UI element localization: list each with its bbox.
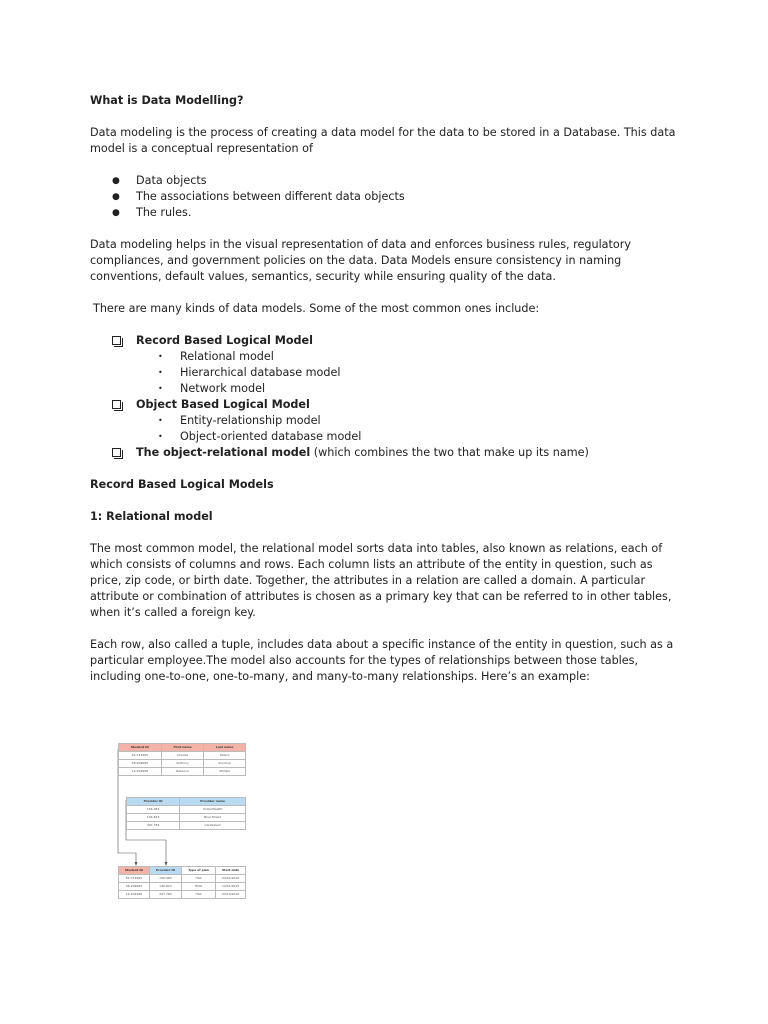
table-cell: Phillips — [204, 768, 246, 776]
table-cell: 156-983 — [149, 875, 181, 883]
kind-note: (which combines the two that make up its name) — [310, 446, 589, 459]
kind-object-relational — [112, 445, 680, 461]
document-body — [90, 93, 680, 685]
checkbox-bullet-icon — [112, 448, 121, 457]
checkbox-bullet-icon — [112, 400, 121, 409]
table-cell: 04/01/2016 — [216, 875, 246, 883]
column-header: Last name — [204, 744, 246, 752]
plans-table — [118, 866, 246, 899]
column-header: Type of plan — [182, 867, 216, 875]
table-cell: 146-823 — [149, 883, 181, 891]
table-row — [119, 768, 246, 776]
column-header: Student ID — [119, 867, 150, 875]
list-item: • Object-oriented database model — [112, 429, 680, 445]
table-cell: 48-209689 — [119, 760, 162, 768]
table-cell: HSA — [182, 875, 216, 883]
table-cell: 447-784 — [127, 822, 180, 830]
kind-record-based — [112, 333, 680, 349]
table-cell: HMO — [182, 883, 216, 891]
table-cell: 447-784 — [149, 891, 181, 899]
table-cell: 14-204968 — [119, 768, 162, 776]
list-item: • Relational model — [112, 349, 680, 365]
table-cell: Blue Shield — [180, 814, 246, 822]
table-cell: 146-823 — [127, 814, 180, 822]
model-kinds-list — [112, 333, 680, 461]
table-cell: 14-204968 — [119, 891, 150, 899]
table-cell: Anthony — [161, 760, 204, 768]
intro-bullet-list — [90, 173, 680, 221]
table-header-row — [119, 867, 246, 875]
kind-object-based — [112, 397, 680, 413]
table-row — [127, 806, 246, 814]
providers-table — [126, 797, 246, 830]
table-cell: CareSelect — [180, 822, 246, 830]
sub-list — [112, 349, 680, 397]
section-heading: Record Based Logical Models — [90, 478, 274, 491]
list-item: ● Data objects — [90, 173, 680, 189]
tuple-paragraph: Each row, also called a tuple, includes data about a specific instance of the entity in question, such as a particular employee.The model also accounts for the types of relationships between those tables, including one-to-one, one-to-many, and many-to-many relationships. Here’s an example: — [90, 638, 674, 683]
table-row — [127, 822, 246, 830]
table-row — [127, 814, 246, 822]
list-item: • Network model — [112, 381, 680, 397]
table-cell: 52-743965 — [119, 752, 162, 760]
kinds-intro-paragraph: There are many kinds of data models. Some of the most common ones include: — [93, 302, 540, 315]
column-header: Provider ID — [149, 867, 181, 875]
column-header: Student ID — [119, 744, 162, 752]
list-item: • Hierarchical database model — [112, 365, 680, 381]
kind-label: Record Based Logical Model — [136, 334, 313, 347]
column-header: Start date — [216, 867, 246, 875]
table-row — [119, 883, 246, 891]
table-cell: 52-743965 — [119, 875, 150, 883]
column-header: First name — [161, 744, 204, 752]
table-cell: 156-983 — [127, 806, 180, 814]
table-cell: UnitedHealth — [180, 806, 246, 814]
kind-label: The object-relational model — [136, 446, 311, 459]
table-row — [119, 891, 246, 899]
purpose-paragraph: Data modeling helps in the visual representation of data and enforces business rules, regulatory compliances, and government policies on the data. Data Models ensure consistency in naming conventions, default values, semantics, security while ensuring quality of the data. — [90, 238, 631, 283]
table-cell: HSA — [182, 891, 216, 899]
table-cell: 12/01/2015 — [216, 883, 246, 891]
sub-list — [112, 413, 680, 445]
table-header-row — [127, 798, 246, 806]
table-row — [119, 760, 246, 768]
students-table — [118, 743, 246, 776]
checkbox-bullet-icon — [112, 336, 121, 345]
list-item: ● The associations between different data objects — [90, 189, 680, 205]
table-cell: Rebecca — [161, 768, 204, 776]
table-cell: Sondrup — [204, 760, 246, 768]
table-row — [119, 875, 246, 883]
list-item: • Entity-relationship model — [112, 413, 680, 429]
table-header-row — [119, 744, 246, 752]
page-title: What is Data Modelling? — [90, 94, 244, 107]
relational-example-diagram — [106, 740, 248, 905]
table-cell: 48-209689 — [119, 883, 150, 891]
relational-paragraph: The most common model, the relational model sorts data into tables, also known as relations, each of which consists of columns and rows. Each column lists an attribute of the entity in question, such as price, zip code, or birth date. Together, the attributes in a relation are called a domain. A particular attribute or combination of attributes is chosen as a primary key that can be referred to in other tables, when it’s called a foreign key. — [90, 542, 672, 619]
kind-label: Object Based Logical Model — [136, 398, 310, 411]
table-cell: 03/14/2016 — [216, 891, 246, 899]
list-item: ● The rules. — [90, 205, 680, 221]
table-cell: Peters — [204, 752, 246, 760]
column-header: Provider ID — [127, 798, 180, 806]
table-cell: Charles — [161, 752, 204, 760]
column-header: Provider name — [180, 798, 246, 806]
subsection-heading: 1: Relational model — [90, 510, 213, 523]
intro-paragraph: Data modeling is the process of creating a data model for the data to be stored in a Database. This data model is a conceptual representation of — [90, 126, 676, 155]
table-row — [119, 752, 246, 760]
